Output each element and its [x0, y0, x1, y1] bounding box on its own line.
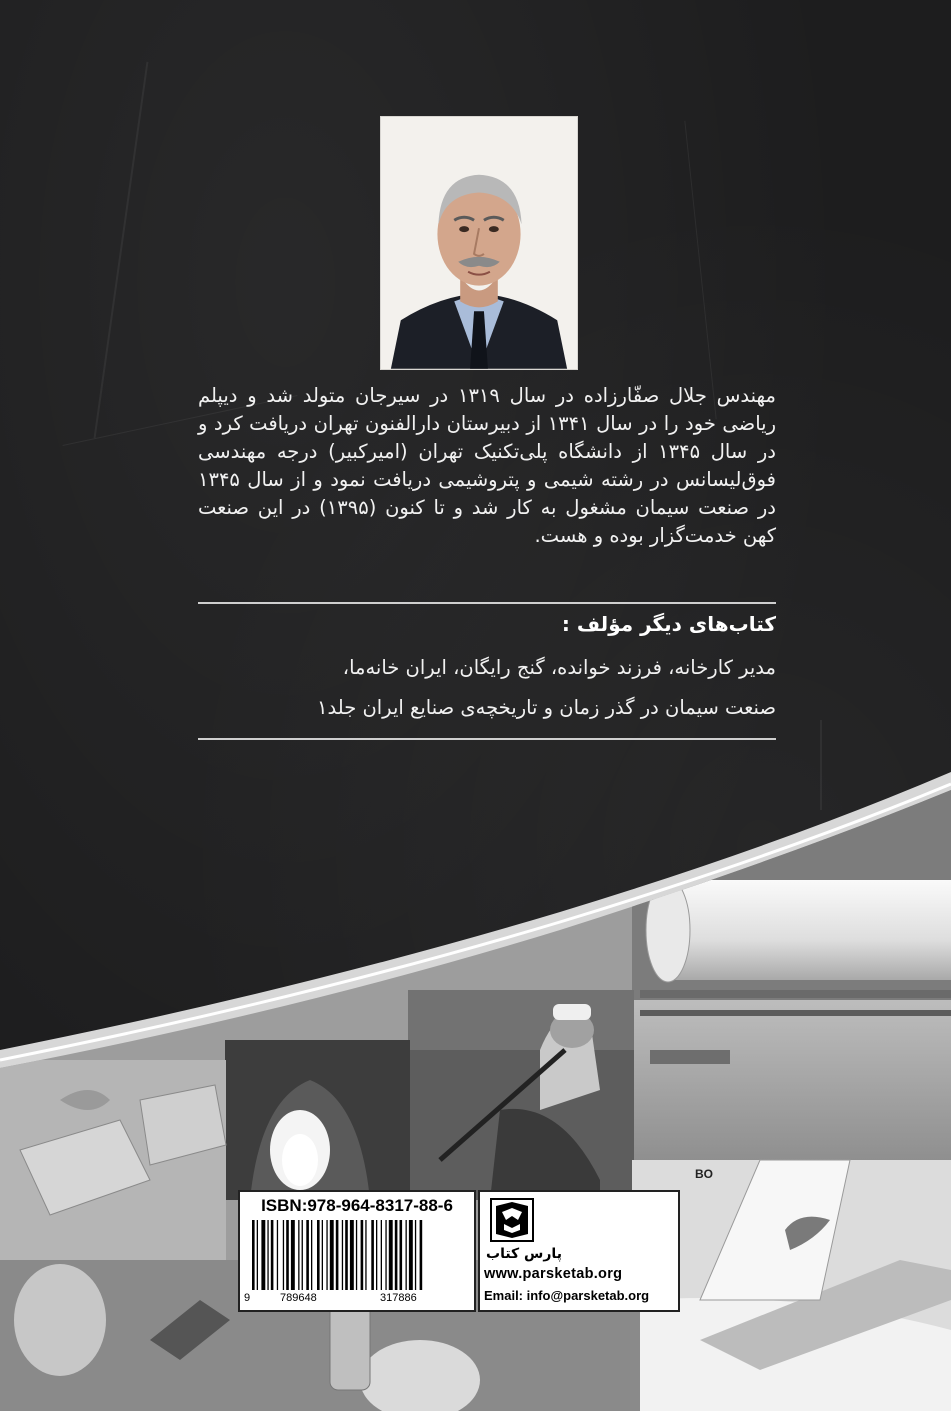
barcode-bar	[365, 1220, 366, 1290]
barcode-bar	[400, 1220, 403, 1290]
publisher-website: www.parsketab.org	[484, 1266, 623, 1282]
barcode-bar	[271, 1220, 274, 1290]
barcode-bar	[291, 1220, 295, 1290]
barcode-bar	[336, 1220, 339, 1290]
barcode-bar	[286, 1220, 289, 1290]
barcode-digits: 789648	[280, 1292, 317, 1304]
barcode-bar	[302, 1220, 303, 1290]
barcode-bar	[376, 1220, 377, 1290]
barcode-bar	[420, 1220, 423, 1290]
barcode-bar	[385, 1220, 386, 1290]
isbn-number: ISBN:978-964-8317-88-6	[261, 1196, 453, 1215]
barcode-bar	[326, 1220, 327, 1290]
isbn-barcode-box	[238, 1190, 476, 1312]
other-books-line: مدیر کارخانه، فرزند خوانده، گنج رایگان، ایران خانه‌ما،	[342, 656, 776, 679]
barcode-digits: 9	[244, 1292, 251, 1304]
barcode-bar	[317, 1220, 320, 1290]
barcode-bar	[257, 1220, 258, 1290]
other-books-line: صنعت سیمان در گذر زمان و تاریخچه‌ی صنایع ایران جلد۱	[317, 696, 776, 719]
plane-tail-label: BO	[695, 1167, 713, 1181]
barcode-bar	[311, 1220, 312, 1290]
other-books-heading: کتاب‌های دیگر مؤلف :	[561, 612, 776, 636]
barcode-bar	[342, 1220, 343, 1290]
barcode-bar	[261, 1220, 265, 1290]
barcode-bar	[389, 1220, 393, 1290]
barcode-bar	[277, 1220, 278, 1290]
barcode	[248, 1220, 470, 1290]
barcode-bar	[306, 1220, 309, 1290]
barcode-bar	[345, 1220, 348, 1290]
barcode-bar	[406, 1220, 407, 1290]
barcode-bar	[361, 1220, 364, 1290]
barcode-bar	[350, 1220, 354, 1290]
barcode-bar	[356, 1220, 357, 1290]
publisher-box	[478, 1190, 680, 1312]
barcode-bar	[415, 1220, 416, 1290]
barcode-bar	[283, 1220, 284, 1290]
barcode-bar	[330, 1220, 334, 1290]
barcode-bar	[395, 1220, 398, 1290]
barcode-bar	[267, 1220, 268, 1290]
author-biography: مهندس جلال صفّارزاده در سال ۱۳۱۹ در سیرجان متولد شد و دیپلم ریاضی خود را در سال ۱۳۴۱ از دبیرستان دارالفنون تهران دریافت کرد و در سال ۱۳۴۵ از دانشگاه پلی‌تکنیک تهران (امیرکبیر) درجه مهندسی فوق‌لیسانس در رشته شیمی و پتروشیمی دریافت نمود و از سال ۱۳۴۵ در صنعت سیمان مشغول به کار شد و تا کنون (۱۳۹۵) در این صنعت کهن خدمت‌گزار بوده و هست.	[198, 384, 776, 547]
barcode-bar	[409, 1220, 413, 1290]
publisher-logo-icon	[490, 1198, 534, 1242]
publisher-name: پارس کتاب	[486, 1246, 562, 1262]
barcode-bar	[381, 1220, 382, 1290]
publisher-email: Email: info@parsketab.org	[484, 1288, 650, 1303]
plane-tail-text	[685, 1160, 755, 1200]
barcode-bar	[322, 1220, 323, 1290]
barcode-bar	[252, 1220, 255, 1290]
barcode-digits: 317886	[380, 1292, 417, 1304]
barcode-bar	[371, 1220, 374, 1290]
barcode-bar	[298, 1220, 299, 1290]
